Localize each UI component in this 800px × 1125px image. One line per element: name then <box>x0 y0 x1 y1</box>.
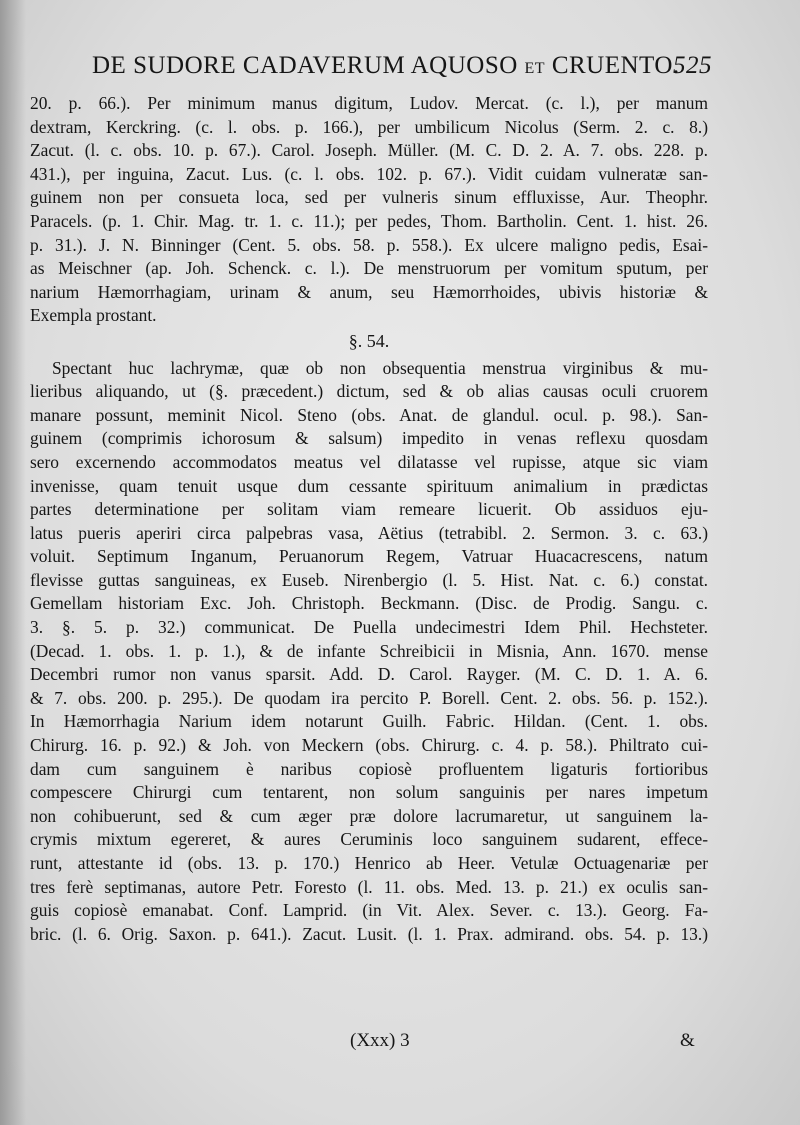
text-line: 431.), per inguina, Zacut. Lus. (c. l. obs. 102. p. 67.). Vidit cuidam vulneratæ san- <box>30 163 708 184</box>
running-title-part1: DE SUDORE CADAVERUM AQUOSO <box>92 52 525 79</box>
text-line: guinem (comprimis ichorosum & salsum) impedito in venas reflexu quosdam <box>30 428 708 449</box>
text-line: Zacut. (l. c. obs. 10. p. 67.). Carol. Joseph. Müller. (M. C. D. 2. A. 7. obs. 228. p. <box>30 140 708 161</box>
text-line: lieribus aliquando, ut (§. præcedent.) dictum, sed & ob alias causas oculi cruorem <box>30 381 708 402</box>
text-line: flevisse guttas sanguineas, ex Euseb. Nirenbergio (l. 5. Hist. Nat. c. 6.) constat. <box>30 569 708 590</box>
text-line: voluit. Septimum Inganum, Peruanorum Regem, Vatruar Huacacrescens, natum <box>30 546 708 567</box>
text-line: dam cum sanguinem è naribus copiosè profluentem ligaturis fortioribus <box>30 758 708 779</box>
text-line: (Decad. 1. obs. 1. p. 1.), & de infante Schreibicii in Misnia, Ann. 1670. mense <box>30 640 708 661</box>
text-line: & 7. obs. 200. p. 295.). De quodam ira percito P. Borell. Cent. 2. obs. 56. p. 152.). <box>30 687 708 708</box>
page-number: 525 <box>673 52 712 79</box>
running-title <box>92 52 680 80</box>
text-line: runt, attestante id (obs. 13. p. 170.) Henrico ab Heer. Vetulæ Octuagenariæ per <box>30 853 708 873</box>
text-line: narium Hæmorrhagiam, urinam & anum, seu Hæmorrhoides, ubivis historiæ & <box>30 281 708 302</box>
text-line: Spectant huc lachrymæ, quæ ob non obsequentia menstrua virginibus & mu- <box>52 357 708 378</box>
text-line: non cohibuerunt, sed & cum æger præ dolore lacrumaretur, ut sanguinem la- <box>30 805 708 826</box>
text-line: bric. (l. 6. Orig. Saxon. p. 641.). Zacut. Lusit. (l. 1. Prax. admirand. obs. 54. p. 13.) <box>30 923 708 944</box>
text-line: tres ferè septimanas, autore Petr. Foresto (l. 11. obs. Med. 13. p. 21.) ex oculis san- <box>30 876 708 897</box>
text-line: sero excernendo accommodatos meatus vel dilatasse vel rupisse, atque sic viam <box>30 451 708 472</box>
body-text <box>30 92 708 946</box>
text-line: crymis mixtum egereret, & aures Ceruminis loco sanguinem sudarent, effece- <box>30 829 708 850</box>
text-line: Exempla prostant. <box>30 305 157 326</box>
text-line: invenisse, quam tenuit usque dum cessante spirituum animalium in prædictas <box>30 475 708 496</box>
spine-shadow <box>0 0 26 1125</box>
text-line: guis copiosè emanabat. Conf. Lamprid. (in Vit. Alex. Sever. c. 13.). Georg. Fa- <box>30 900 708 921</box>
running-title-part2: CRUENTO. <box>545 52 680 79</box>
catchword: & <box>680 1030 695 1051</box>
text-line: guinem non per consueta loca, sed per vulneris sinum effluxisse, Aur. Theophr. <box>30 187 708 208</box>
running-title-et: ET <box>524 60 546 77</box>
text-line: manare possunt, meminit Nicol. Steno (obs. Anat. de glandul. ocul. p. 98.). San- <box>30 404 708 425</box>
running-header <box>92 52 712 86</box>
text-line: 3. §. 5. p. 32.) communicat. De Puella undecimestri Idem Phil. Hechsteter. <box>30 617 708 638</box>
text-line: as Meischner (ap. Joh. Schenck. c. l.). De menstruorum per vomitum sputum, per <box>30 258 708 279</box>
text-line: compescere Chirurgi cum tentarent, non solum sanguinis per nares impetum <box>30 782 708 803</box>
text-line: Gemellam historiam Exc. Joh. Christoph. Beckmann. (Disc. de Prodig. Sangu. c. <box>30 593 708 614</box>
text-line: 20. p. 66.). Per minimum manus digitum, Ludov. Mercat. (c. l.), per manum <box>30 93 708 113</box>
text-line: latus pueris aperiri circa palpebras vasa, Aëtius (tetrabibl. 2. Sermon. 3. c. 63.) <box>30 522 708 543</box>
text-line: p. 31.). J. N. Binninger (Cent. 5. obs. 58. p. 558.). Ex ulcere maligno pedis, Esai- <box>30 234 708 255</box>
text-line: Paracels. (p. 1. Chir. Mag. tr. 1. c. 11.); per pedes, Thom. Bartholin. Cent. 1. hist. 26. <box>30 210 708 231</box>
text-line: In Hæmorrhagia Narium idem notarunt Guilh. Fabric. Hildan. (Cent. 1. obs. <box>30 711 708 732</box>
text-line: Decembri rumor non vanus sparsit. Add. D. Carol. Rayger. (M. C. D. 1. A. 6. <box>30 664 708 685</box>
text-line: dextram, Kerckring. (c. l. obs. p. 166.), per umbilicum Nicolus (Serm. 2. c. 8.) <box>30 116 708 137</box>
text-line: partes determinatione per solitam viam remeare licuerit. Ob assiduos eju- <box>30 499 708 520</box>
signature-mark: (Xxx) 3 <box>350 1030 410 1051</box>
text-line: Chirurg. 16. p. 92.) & Joh. von Meckern (obs. Chirurg. c. 4. p. 58.). Philtrato cui- <box>30 735 708 756</box>
section-heading: §. 54. <box>348 330 390 351</box>
